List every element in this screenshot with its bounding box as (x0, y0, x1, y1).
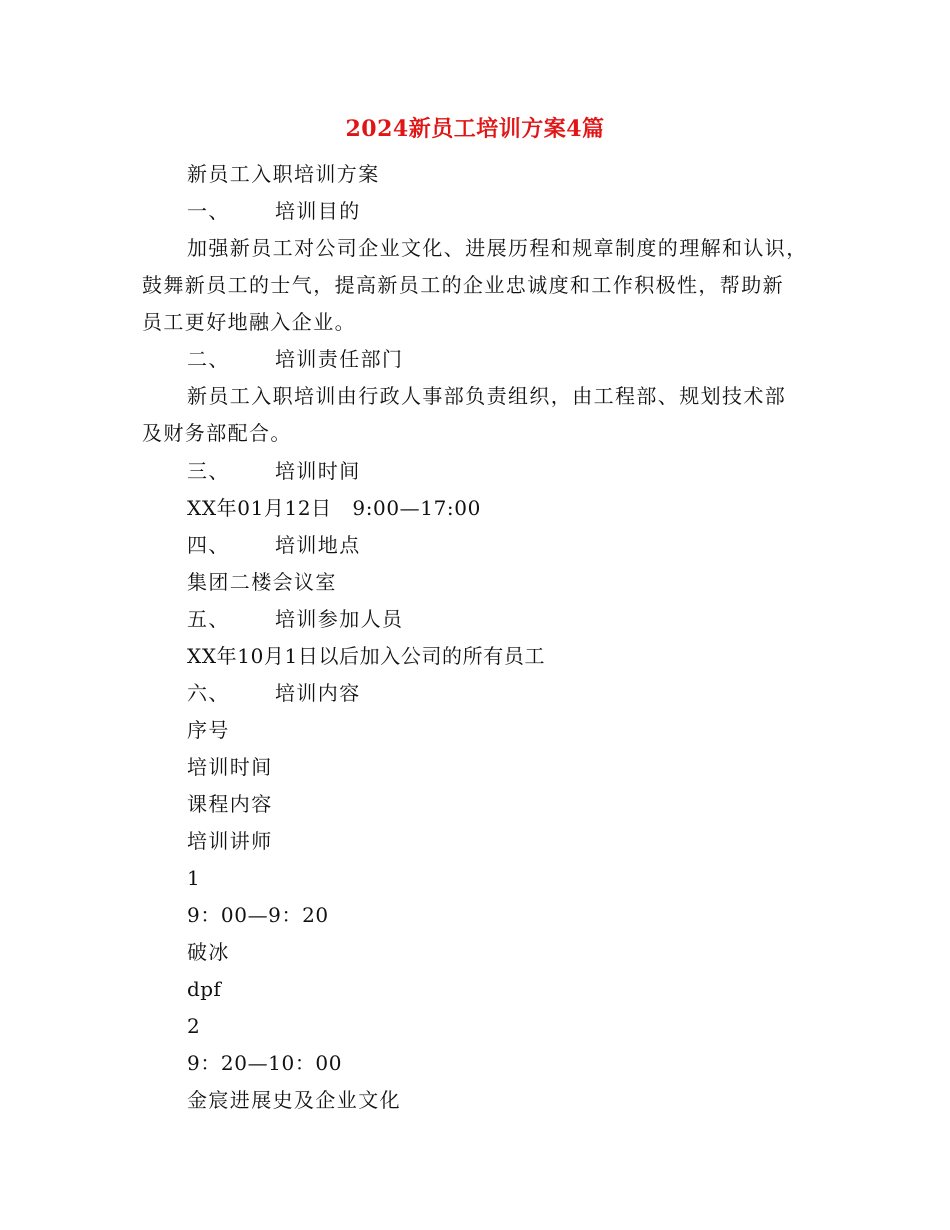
section-number: 三、 (187, 459, 230, 483)
participants-text: XX年10月1日以后加入公司的所有员工 (187, 644, 546, 668)
table-cell-time: 9：20—10：00 (187, 1051, 343, 1075)
paragraph-line: 新员工入职培训由行政人事部负责组织，由工程部、规划技术部 (187, 384, 787, 408)
section-number: 五、 (187, 607, 230, 631)
table-cell-trainer: dpf (187, 977, 222, 1001)
section-label: 培训参加人员 (275, 607, 404, 631)
paragraph-line: 及财务部配合。 (142, 421, 292, 445)
table-cell-time: 9：00—9：20 (187, 903, 329, 927)
table-header-trainer: 培训讲师 (187, 829, 273, 853)
paragraph-line: 员工更好地融入企业。 (142, 310, 356, 334)
paragraph-line: 加强新员工对公司企业文化、进展历程和规章制度的理解和认识， (187, 236, 808, 260)
training-time-text: XX年01月12日 9:00—17:00 (187, 496, 481, 520)
section-number: 一、 (187, 199, 230, 223)
section-number: 二、 (187, 347, 230, 371)
table-header-time: 培训时间 (187, 755, 273, 779)
section-label: 培训时间 (275, 459, 361, 483)
paragraph-line: 鼓舞新员工的士气，提高新员工的企业忠诚度和工作积极性，帮助新 (142, 273, 784, 297)
section-number: 四、 (187, 533, 230, 557)
table-header-no: 序号 (187, 718, 230, 742)
section-label: 培训目的 (275, 199, 361, 223)
section-number: 六、 (187, 681, 230, 705)
table-cell-no: 1 (187, 866, 202, 890)
paragraph-purpose (142, 236, 807, 332)
table-cell-no: 2 (187, 1014, 202, 1038)
paragraph-responsibility (142, 384, 807, 444)
table-header-course: 课程内容 (187, 792, 273, 816)
intro-heading: 新员工入职培训方案 (187, 162, 380, 186)
document-title: 2024新员工培训方案4篇 (345, 116, 605, 142)
table-cell-course: 破冰 (187, 940, 230, 964)
table-cell-course: 金宸进展史及企业文化 (187, 1088, 401, 1112)
training-location-text: 集团二楼会议室 (187, 570, 337, 594)
section-label: 培训地点 (275, 533, 361, 557)
section-label: 培训内容 (275, 681, 361, 705)
section-label: 培训责任部门 (275, 347, 404, 371)
